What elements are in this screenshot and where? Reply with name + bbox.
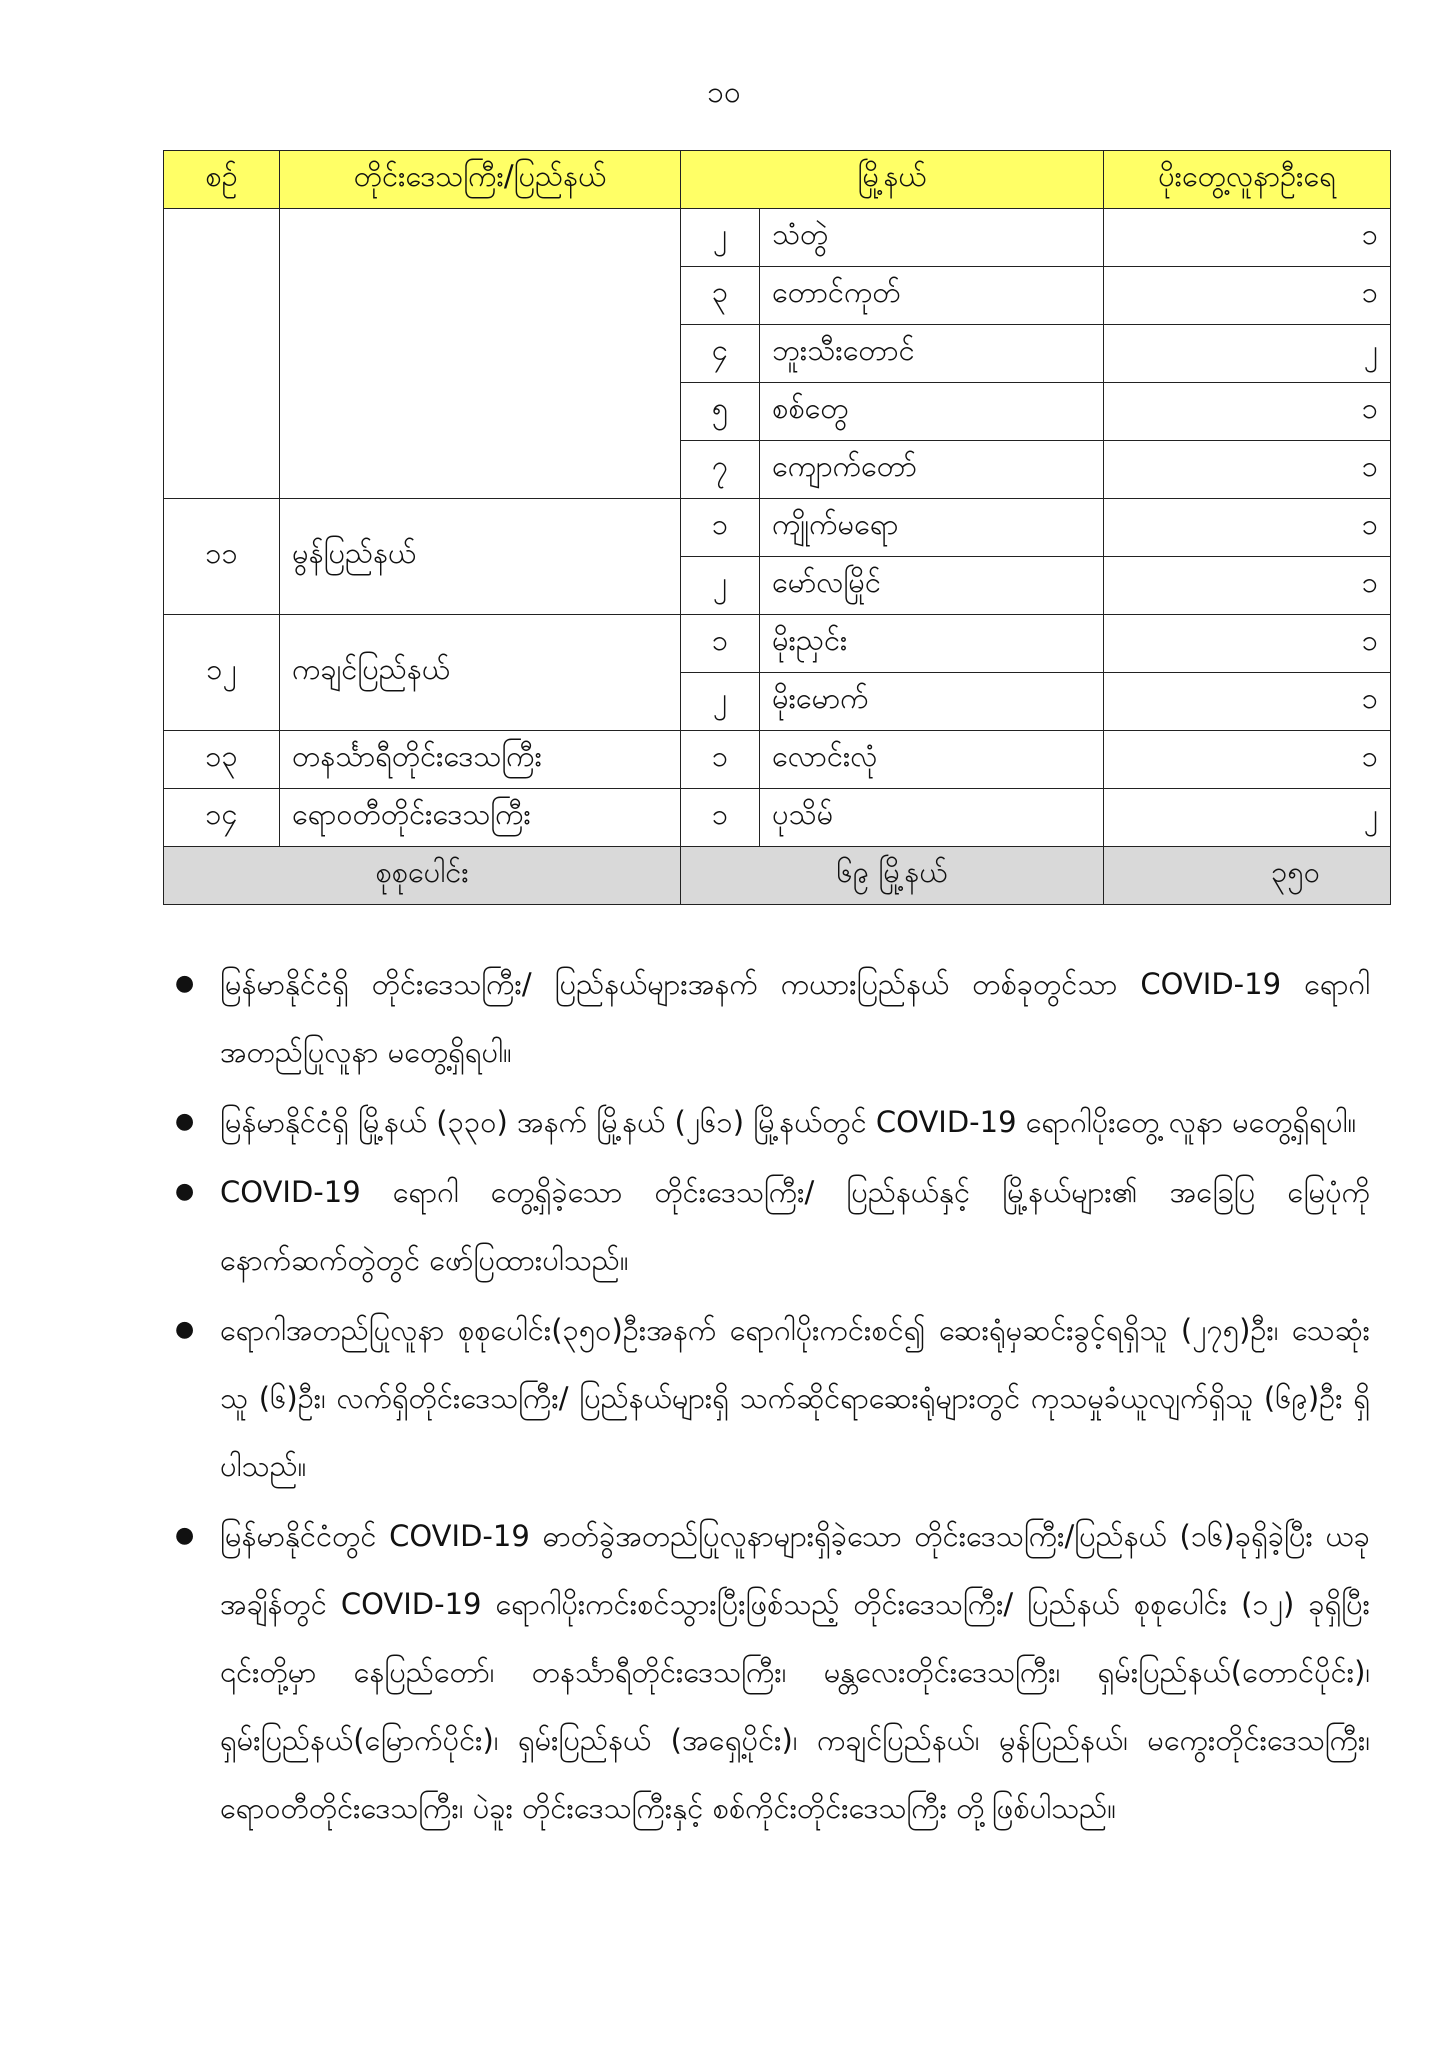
- township-number: ၁: [681, 789, 760, 847]
- case-count: ၁: [1104, 267, 1391, 325]
- township-name: ဘူးသီးတောင်: [760, 325, 1104, 383]
- table-row: [164, 789, 1391, 847]
- note-item: [175, 950, 1370, 1086]
- township-number: ၂: [681, 209, 760, 267]
- township-number: ၁: [681, 499, 760, 557]
- region-cell: ကချင်ပြည်နယ်: [280, 615, 681, 731]
- table-header-row: [164, 151, 1391, 209]
- township-name: မိုးညှင်း: [760, 615, 1104, 673]
- township-name: ပုသိမ်: [760, 789, 1104, 847]
- township-name: ကျိုက်မရော: [760, 499, 1104, 557]
- table-row: [164, 499, 1391, 557]
- township-name: စစ်တွေ: [760, 383, 1104, 441]
- township-number: ၇: [681, 441, 760, 499]
- notes-list: [175, 950, 1370, 1844]
- township-name: သံတွဲ: [760, 209, 1104, 267]
- note-text: မြန်မာနိုင်ငံရှိ တိုင်းဒေသကြီး/ ပြည်နယ်များအနက် ကယားပြည်နယ် တစ်ခုတွင်သာ COVID-19 ရောဂါ အတည်ပြုလူနာ မတွေ့ရှိရပါ။: [220, 967, 1370, 1069]
- note-item: [175, 1296, 1370, 1500]
- total-townships: ၆၉ မြို့နယ်: [681, 847, 1104, 905]
- township-cases-table: [163, 150, 1391, 905]
- page-number: ၁၀: [707, 75, 741, 110]
- note-text: မြန်မာနိုင်ငံတွင် COVID-19 ဓာတ်ခွဲအတည်ပြုလူနာများရှိခဲ့သော တိုင်းဒေသကြီး/ပြည်နယ် (၁၆)ခုရှိခဲ့ပြီး ယခုအချိန်တွင် COVID-19 ရောဂါပိုးကင်းစင်သွားပြီးဖြစ်သည့် တိုင်းဒေသကြီး/ ပြည်နယ် စုစုပေါင်း (၁၂) ခုရှိပြီး ၎င်းတို့မှာ နေပြည်တော်၊ တနင်္သာရီတိုင်းဒေသကြီး၊ မန္တလေးတိုင်းဒေသကြီး၊ ရှမ်းပြည်နယ်(တောင်ပိုင်း)၊ ရှမ်းပြည်နယ်(မြောက်ပိုင်း)၊ ရှမ်းပြည်နယ် (အရှေ့ပိုင်း)၊ ကချင်ပြည်နယ်၊ မွန်ပြည်နယ်၊ မကွေးတိုင်းဒေသကြီး၊ ရောဝတီတိုင်းဒေသကြီး၊ ပဲခူး တိုင်းဒေသကြီးနှင့် စစ်ကိုင်းတိုင်းဒေသကြီး တို့ဖြစ်ပါသည်။: [220, 1519, 1370, 1825]
- note-text: COVID-19 ရောဂါ တွေ့ရှိခဲ့သော တိုင်းဒေသကြီး/ ပြည်နယ်နှင့် မြို့နယ်များ၏ အခြေပြ မြေပုံကို နောက်ဆက်တွဲတွင် ဖော်ပြထားပါသည်။: [220, 1175, 1370, 1277]
- township-number: ၁: [681, 731, 760, 789]
- township-number: ၂: [681, 557, 760, 615]
- township-name: မော်လမြိုင်: [760, 557, 1104, 615]
- bullet-icon: ●: [175, 1179, 195, 1204]
- case-count: ၂: [1104, 325, 1391, 383]
- serial-cell: ၁၄: [164, 789, 280, 847]
- total-row: [164, 847, 1391, 905]
- region-cell: [280, 209, 681, 499]
- bullet-icon: ●: [175, 971, 195, 996]
- township-name: ကျောက်တော်: [760, 441, 1104, 499]
- case-count: ၁: [1104, 209, 1391, 267]
- note-text: မြန်မာနိုင်ငံရှိ မြို့နယ် (၃၃၀) အနက် မြို့နယ် (၂၆၁) မြို့နယ်တွင် COVID-19 ရောဂါပိုးတွေ့ လူနာ မတွေ့ရှိရပါ။: [220, 1105, 1357, 1139]
- bullet-icon: ●: [175, 1109, 195, 1134]
- header-serial: စဉ်: [164, 151, 280, 209]
- case-count: ၁: [1104, 615, 1391, 673]
- note-item: [175, 1088, 1370, 1156]
- case-count: ၁: [1104, 673, 1391, 731]
- bullet-icon: ●: [175, 1523, 195, 1548]
- township-name: မိုးမောက်: [760, 673, 1104, 731]
- case-count: ၁: [1104, 731, 1391, 789]
- township-number: ၂: [681, 673, 760, 731]
- region-cell: မွန်ပြည်နယ်: [280, 499, 681, 615]
- table-row: [164, 209, 1391, 267]
- township-number: ၃: [681, 267, 760, 325]
- case-count: ၁: [1104, 383, 1391, 441]
- note-text: ရောဂါအတည်ပြုလူနာ စုစုပေါင်း(၃၅၀)ဦးအနက် ရောဂါပိုးကင်းစင်၍ ဆေးရုံမှဆင်းခွင့်ရရှိသူ (၂၇၅)ဦး၊ သေဆုံးသူ (၆)ဦး၊ လက်ရှိတိုင်းဒေသကြီး/ ပြည်နယ်များရှိ သက်ဆိုင်ရာဆေးရုံများတွင် ကုသမှုခံယူလျက်ရှိသူ (၆၉)ဦး ရှိပါသည်။: [220, 1313, 1370, 1483]
- total-count: ၃၅၀: [1104, 847, 1391, 905]
- case-count: ၁: [1104, 557, 1391, 615]
- township-name: လောင်းလုံ: [760, 731, 1104, 789]
- serial-cell: ၁၃: [164, 731, 280, 789]
- table-row: [164, 615, 1391, 673]
- serial-cell: ၁၂: [164, 615, 280, 731]
- total-label: စုစုပေါင်း: [164, 847, 681, 905]
- header-township: မြို့နယ်: [681, 151, 1104, 209]
- header-case-count: ပိုးတွေ့လူနာဦးရေ: [1104, 151, 1391, 209]
- serial-cell: [164, 209, 280, 499]
- case-count: ၁: [1104, 499, 1391, 557]
- header-region: တိုင်းဒေသကြီး/ပြည်နယ်: [280, 151, 681, 209]
- note-item: [175, 1502, 1370, 1842]
- township-name: တောင်ကုတ်: [760, 267, 1104, 325]
- case-count: ၂: [1104, 789, 1391, 847]
- bullet-icon: ●: [175, 1317, 195, 1342]
- region-cell: ရောဝတီတိုင်းဒေသကြီး: [280, 789, 681, 847]
- township-number: ၅: [681, 383, 760, 441]
- township-number: ၄: [681, 325, 760, 383]
- township-number: ၁: [681, 615, 760, 673]
- note-item: [175, 1158, 1370, 1294]
- table-row: [164, 731, 1391, 789]
- region-cell: တနင်္သာရီတိုင်းဒေသကြီး: [280, 731, 681, 789]
- serial-cell: ၁၁: [164, 499, 280, 615]
- case-count: ၁: [1104, 441, 1391, 499]
